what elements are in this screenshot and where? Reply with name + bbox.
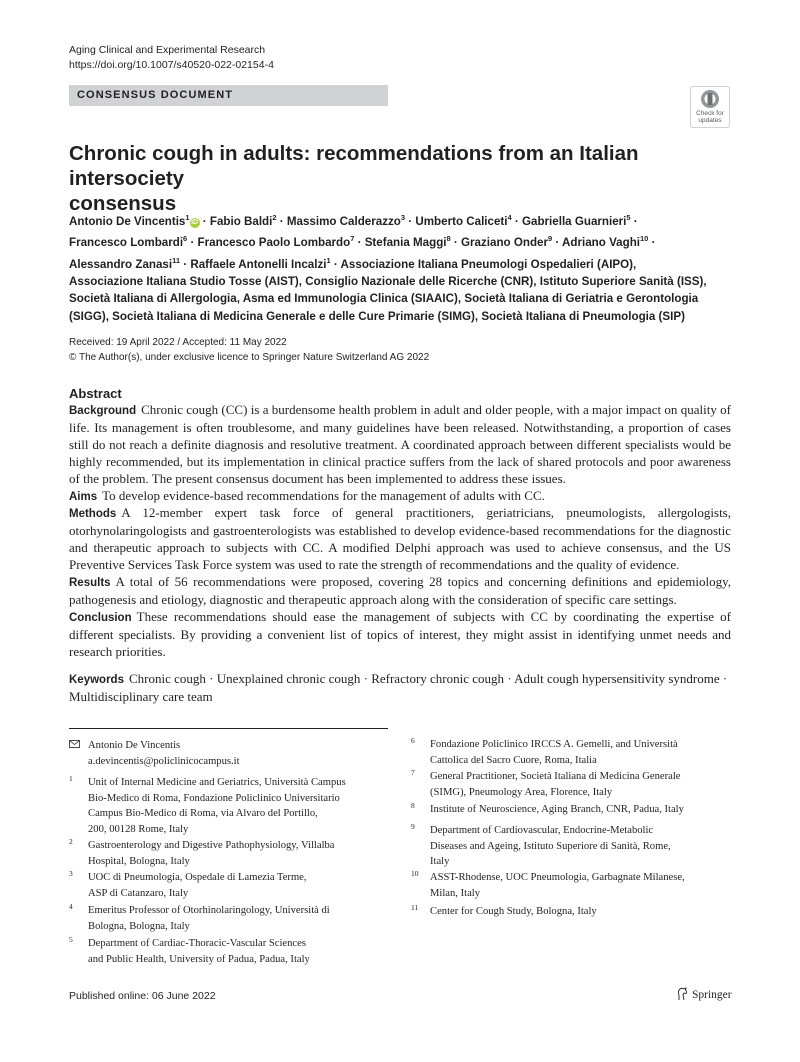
affiliation: 7 General Practitioner, Società Italiana di Medicina Generale (SIMG), Pneumology Area, Florence, Italy <box>411 768 681 798</box>
abstract-text: To develop evidence-based recommendations for the management of adults with CC. <box>102 487 545 503</box>
abstract-section <box>69 505 731 574</box>
affiliation: 4 Emeritus Professor of Otorhinolaringology, Università di Bologna, Bologna, Italy <box>69 902 330 932</box>
abstract-label: Results <box>69 577 111 590</box>
affiliation: 3 UOC di Pneumologia, Ospedale di Lamezia Terme, ASP di Catanzaro, Italy <box>69 869 307 899</box>
author-name[interactable]: Francesco Paolo Lombardo <box>197 236 351 250</box>
corresponding-author <box>69 738 389 770</box>
author-group[interactable]: Associazione Italiana Studio Tosse (AIST) <box>69 274 299 288</box>
abstract-label: Aims <box>69 490 98 503</box>
abstract-section <box>69 402 731 488</box>
abstract-text: A total of 56 recommendations were proposed, covering 28 topics and concerning definitions and epidemiology, pathogenesis and etiology, diagnostic and therapeutic approach along with the consideration of specific care settings. <box>69 574 731 607</box>
author-group[interactable]: Società Italiana di Allergologia, Asma ed Immunologia Clinica (SIAAIC) <box>69 292 458 306</box>
article-type-banner <box>69 85 388 106</box>
keywords-text: Chronic cough · Unexplained chronic cough · Refractory chronic cough · Adult cough hypersensitivity syndrome · Multidisciplinary care team <box>69 671 728 704</box>
author-group[interactable]: Istituto Superiore Sanità (ISS) <box>539 274 704 288</box>
article-type-label: CONSENSUS DOCUMENT <box>77 89 234 101</box>
affiliation: 9 Department of Cardiovascular, Endocrine-Metabolic Diseases and Ageing, Istituto Superiore di Sanità, Rome, Italy <box>411 822 671 868</box>
abstract-text: These recommendations should ease the management of subjects with CC by coordinating the expertise of different specialists. By providing a convenient list of topics of interest, they might assist in identifying unmet needs and research priorities. <box>69 608 731 659</box>
author-name[interactable]: Graziano Onder <box>461 236 548 250</box>
affiliation: 2 Gastroenterology and Digestive Pathophysiology, Villalba Hospital, Bologna, Italy <box>69 837 335 867</box>
author-name[interactable]: Francesco Lombardi <box>69 236 184 250</box>
author-list: Antonio De Vincentis$^1$iD · Fabio Baldi$^2$ · Massimo Calderazzo$^3$ · Umberto Caliceti$^4$ · Gabriella Guarnieri$^5$ · Francesco Lombardi$^6$ · Francesco Paolo Lombardo$^7$ · Stefania Maggi$^8$ · Graziano Onder$^9$ · Adriano Vaghi$^{10}$ · Alessandro Zanasi$^{11}$ · Raffaele Antonelli Incalzi$^1$ · Associazione Italiana Pneumologi Ospedalieri (AIPO), Associazione Italiana Studio Tosse (AIST), Consiglio Nazionale delle Ricerche (CNR), Istituto Superiore Sanità (ISS), Società Italiana di Allergologia, Asma ed Immunologia Clinica (SIAAIC), Società Italiana di Geriatria e Gerontologia (SIGG), Società Italiana di Medicina Generale e delle Cure Primarie (SIMG), Società Italiana di Pneumologia (SIP) <box>69 213 707 323</box>
abstract-heading: Abstract <box>69 386 122 401</box>
author-group[interactable]: Società Italiana di Medicina Generale e delle Cure Primarie (SIMG) <box>112 309 475 323</box>
keywords <box>69 671 731 706</box>
author-name[interactable]: Fabio Baldi <box>209 214 273 228</box>
abstract-text: A 12-member expert task force of general practitioners, geriatricians, pneumologists, allergologists, otorhynolaringologists and gastroenterologists was established to develop evidence-based recommendations for the diagnostic and therapeutic approach to subjects with CC. A modified Delphi approach was used to achieve consensus, and the US Preventive Services Task Force system was used to rate the strength of recommendations and the quality of evidence. <box>69 505 731 573</box>
copyright-notice: © The Author(s), under exclusive licence to Springer Nature Switzerland AG 2022 <box>69 352 430 363</box>
running-header <box>69 43 274 73</box>
contact-email[interactable]: a.devincentis@policlinicocampus.it <box>88 755 240 767</box>
affiliation: 1 Unit of Internal Medicine and Geriatrics, Università Campus Bio-Medico di Roma, Fondazione Policlinico Universitario Campus Bio-Medico di Roma, via Alvaro del Portillo, 200, 00128 Rome, Italy <box>69 774 346 835</box>
published-online: Published online: 06 June 2022 <box>69 990 216 1002</box>
mail-icon <box>69 740 80 748</box>
affiliation: 10 ASST-Rhodense, UOC Pneumologia, Garbagnate Milanese, Milan, Italy <box>411 869 685 899</box>
journal-name: Aging Clinical and Experimental Research <box>69 44 266 56</box>
affiliation: 5 Department of Cardiac-Thoracic-Vascular Sciences and Public Health, University of Padua, Padua, Italy <box>69 935 310 965</box>
abstract-section <box>69 609 731 661</box>
abstract-label: Methods <box>69 508 117 521</box>
abstract-section <box>69 574 731 609</box>
author-group[interactable]: Associazione Italiana Pneumologi Ospedalieri (AIPO) <box>340 257 634 271</box>
springer-horse-icon <box>676 987 688 1001</box>
affiliation: 8 Institute of Neuroscience, Aging Branch, CNR, Padua, Italy <box>411 801 684 815</box>
author-name[interactable]: Adriano Vaghi <box>562 236 640 250</box>
received-accepted: Received: 19 April 2022 / Accepted: 11 May 2022 <box>69 337 287 348</box>
orcid-icon[interactable]: iD <box>191 218 199 226</box>
doi-link[interactable]: https://doi.org/10.1007/s40520-022-02154-4 <box>69 59 274 71</box>
author-name[interactable]: Raffaele Antonelli Incalzi <box>190 257 327 271</box>
keywords-label: Keywords <box>69 674 124 686</box>
check-for-updates-label[interactable]: Check for updates <box>696 110 724 124</box>
abstract-body <box>69 402 731 661</box>
abstract-label: Background <box>69 405 137 417</box>
author-name[interactable]: Gabriella Guarnieri <box>522 214 627 228</box>
publisher-name: Springer <box>692 989 732 1001</box>
author-name[interactable]: Antonio De Vincentis <box>69 214 186 228</box>
author-name[interactable]: Massimo Calderazzo <box>286 214 401 228</box>
affiliation: 11 Center for Cough Study, Bologna, Italy <box>411 903 597 917</box>
author-group[interactable]: Società Italiana di Pneumologia (SIP) <box>481 309 685 323</box>
author-name[interactable]: Alessandro Zanasi <box>69 257 173 271</box>
author-name[interactable]: Umberto Caliceti <box>415 214 508 228</box>
author-group[interactable]: Consiglio Nazionale delle Ricerche (CNR) <box>305 274 534 288</box>
article-title: Chronic cough in adults: recommendations from an Italian intersociety consensus <box>69 142 639 215</box>
affiliation: 6 Fondazione Policlinico IRCCS A. Gemelli, and Università Cattolica del Sacro Cuore, Roma, Italia <box>411 736 678 766</box>
abstract-text: Chronic cough (CC) is a burdensome health problem in adult and older people, with a major impact on quality of life. Its management is often troublesome, and many guidelines have been released. Notwithstanding, a proportion of cases still do not reach a definite diagnosis and resolutive treatment. A coordinated approach between different specialists would be highly recommended, but its implementation in clinical practice suffers from the lack of shared protocols and poor awareness of the problem. The present consensus document has been implemented to address these issues. <box>69 402 731 486</box>
footnote-divider <box>69 728 388 729</box>
abstract-section <box>69 488 731 506</box>
abstract-label: Conclusion <box>69 611 132 624</box>
article-dates <box>69 335 429 365</box>
contact-name: Antonio De Vincentis <box>88 740 181 751</box>
author-name[interactable]: Stefania Maggi <box>364 236 447 250</box>
